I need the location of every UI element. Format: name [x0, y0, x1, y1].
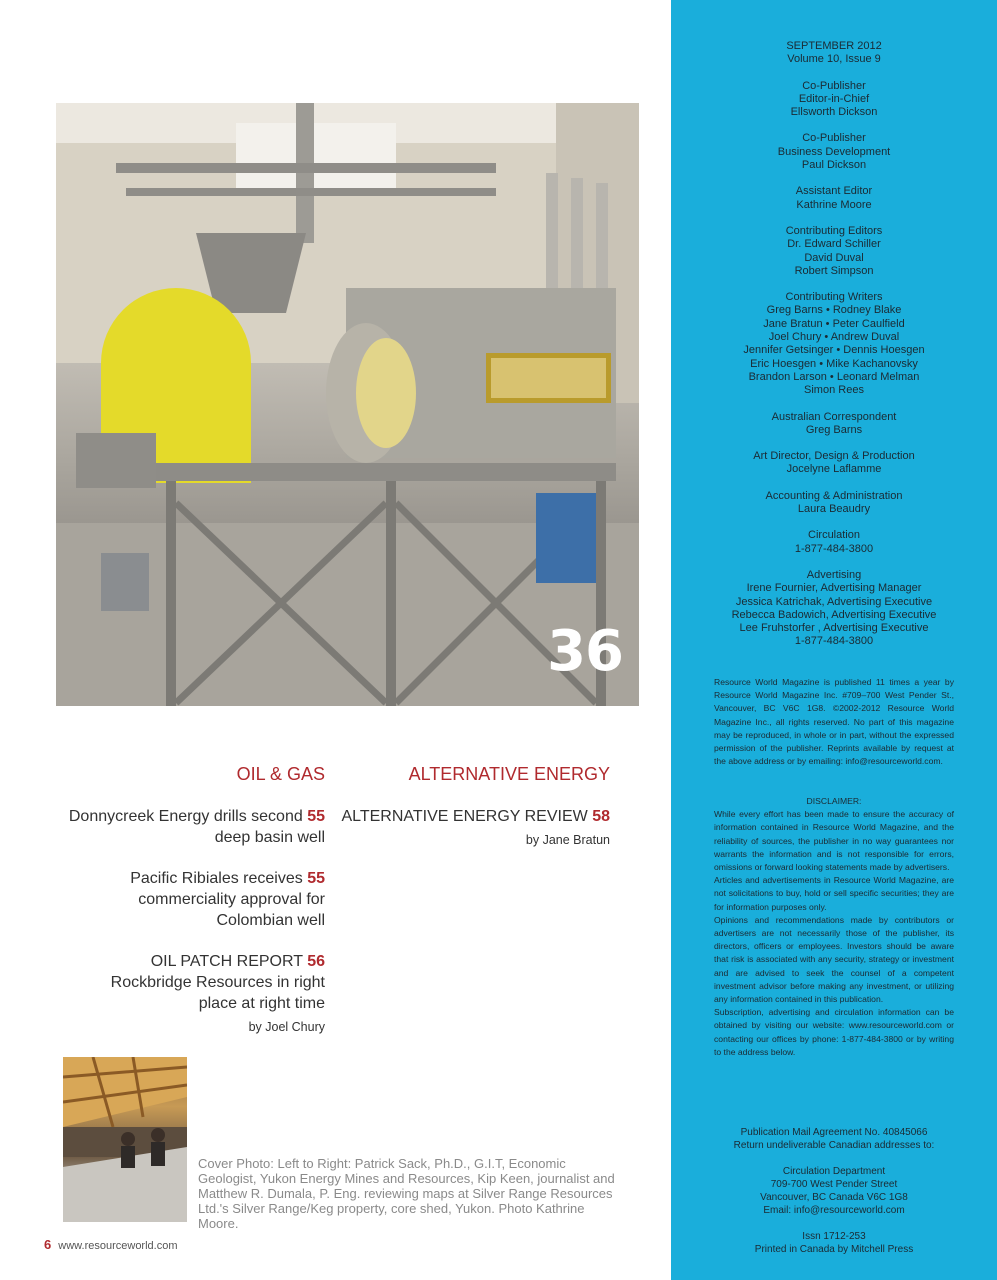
staff-block-art-director — [671, 450, 997, 477]
staff-name: Lee Fruhstorfer , Advertising Executive — [739, 622, 929, 635]
section-title-oil-gas: OIL & GAS — [236, 764, 325, 784]
staff-name: Ellsworth Dickson — [790, 106, 878, 119]
story-page-number[interactable]: 55 — [307, 808, 325, 825]
publication-notice — [714, 676, 954, 768]
staff-role: Circulation — [808, 529, 860, 542]
staff-name: Simon Rees — [804, 384, 864, 397]
story-alt-energy-review[interactable] — [341, 806, 610, 851]
story-page-number[interactable]: 56 — [307, 953, 325, 970]
staff-role: Co-Publisher — [802, 79, 866, 92]
staff-role: Co-Publisher — [802, 132, 866, 145]
staff-name: David Duval — [804, 251, 864, 264]
issue-volume: Volume 10, Issue 9 — [787, 53, 881, 66]
story-kicker: ALTERNATIVE ENERGY REVIEW — [341, 808, 588, 825]
staff-block-accounting — [671, 490, 997, 517]
staff-name: Greg Barns — [805, 423, 863, 436]
feature-photo-machinery — [56, 103, 639, 706]
staff-block-contributing-editors — [671, 225, 997, 278]
issue-date: SEPTEMBER 2012 — [786, 40, 882, 52]
story-headline: Rockbridge Resources in right — [110, 974, 325, 991]
story-page-number[interactable]: 58 — [592, 808, 610, 825]
staff-role: Australian Correspondent — [771, 410, 897, 423]
disclaimer-paragraph: Opinions and recommendations made by contributors or advertisers are not necessarily those of the publisher, its directors, officers or employees. Investors should be aware that risk is associated with any security, strategy or investment and are advised to seek the counsel of a competent investment advisor before making any investment, or utilizing any information contained in this publication. — [714, 914, 954, 1005]
story-headline-cont: commerciality approval for — [138, 891, 325, 908]
story-byline: by Joel Chury — [248, 1020, 325, 1034]
story-headline-cont: place at right time — [198, 995, 325, 1012]
phone-number: 1-877-484-3800 — [794, 542, 874, 555]
publication-note-text: Resource World Magazine is published 11 times a year by Resource World Magazine Inc. #709–700 West Pender St., Vancouver, BC V6C 1G8. ©2002-2012 Resource World Magazine Inc., all rights reserved. No part of this magazine may be reproduced, in whole or in part, without the expressed permission of the publisher. Reprints available by request at the above address or by emailing: info@resourceworld.com. — [714, 677, 954, 767]
core-shed-illustration — [63, 1057, 187, 1222]
mail-agreement-number: Publication Mail Agreement No. 40845066 — [740, 1127, 928, 1138]
staff-role: Assistant Editor — [795, 185, 873, 198]
staff-name: Paul Dickson — [801, 159, 867, 172]
staff-role: Contributing Editors — [785, 224, 883, 237]
story-headline: Pacific Ribiales receives — [130, 870, 303, 887]
staff-name: Laura Beaudry — [797, 503, 871, 516]
mail-agreement — [671, 1126, 997, 1152]
printer-note: Printed in Canada by Mitchell Press — [754, 1244, 914, 1255]
story-donnycreek[interactable] — [69, 806, 325, 848]
staff-role: Editor-in-Chief — [798, 92, 870, 105]
mail-return-note: Return undeliverable Canadian addresses to: — [733, 1140, 935, 1151]
footer-website-link[interactable]: www.resourceworld.com — [58, 1240, 178, 1252]
disclaimer-paragraph: While every effort has been made to ensure the accuracy of information contained in Resource World Magazine, and the reliability of sources, the publisher in no way guarantees nor warrants the information and is not responsible for errors, omissions or forward looking statements made by advertisers. — [714, 809, 954, 873]
story-oil-patch-report[interactable] — [111, 951, 325, 1038]
staff-block-australian-correspondent — [671, 411, 997, 438]
staff-name: Robert Simpson — [794, 264, 874, 277]
staff-name: Dr. Edward Schiller — [787, 238, 881, 251]
staff-name: Jane Bratun • Peter Caulfield — [763, 317, 905, 330]
staff-role: Advertising — [806, 568, 862, 581]
staff-block-advertising — [671, 569, 997, 649]
disclaimer-paragraph: Subscription, advertising and circulation information can be obtained by visiting our website: www.resourceworld.com or contacting our offices by phone: 1-877-484-3800 or by writing to the address below. — [714, 1007, 954, 1057]
issn-number: Issn 1712-253 — [802, 1231, 866, 1242]
masthead-panel — [671, 0, 997, 1280]
machinery-illustration — [56, 103, 639, 706]
story-headline: Donnycreek Energy drills second — [68, 808, 303, 825]
staff-role: Business Development — [777, 145, 891, 158]
address-line: Circulation Department — [782, 1166, 886, 1177]
story-byline: by Jane Bratun — [525, 833, 610, 847]
staff-block-copublisher-business — [671, 132, 997, 172]
staff-name: Eric Hoesgen • Mike Kachanovsky — [750, 357, 918, 370]
circulation-address — [671, 1165, 997, 1217]
phone-number: 1-877-484-3800 — [794, 635, 874, 648]
story-kicker: OIL PATCH REPORT — [150, 953, 303, 970]
cover-photo-thumbnail — [63, 1057, 187, 1222]
staff-name: Irene Fournier, Advertising Manager — [746, 582, 922, 595]
masthead-staff-list — [671, 40, 997, 662]
story-headline-cont: deep basin well — [214, 829, 325, 846]
staff-name: Jennifer Getsinger • Dennis Hoesgen — [743, 344, 925, 357]
page-footer — [44, 1237, 178, 1252]
story-headline-cont: Colombian well — [216, 912, 325, 929]
staff-block-circulation — [671, 529, 997, 556]
cover-photo-caption: Cover Photo: Left to Right: Patrick Sack, Ph.D., G.I.T, Economic Geologist, Yukon Energy Mines and Resources, Kip Keen, journalist and Matthew R. Dumala, P. Eng. reviewing maps at Silver Range Resources Ltd.'s Silver Range/Keg property, core shed, Yukon. Photo Kathrine Moore. — [198, 1156, 615, 1231]
staff-name: Brandon Larson • Leonard Melman — [748, 370, 920, 383]
feature-page-number[interactable]: 36 — [547, 619, 623, 684]
staff-block-copublisher-editor — [671, 80, 997, 120]
staff-name: Rebecca Badowich, Advertising Executive — [731, 608, 937, 621]
staff-block-assistant-editor — [671, 185, 997, 212]
staff-name: Jessica Katrichak, Advertising Executive — [735, 595, 933, 608]
disclaimer-paragraph: Articles and advertisements in Resource World Magazine, are not solicitations to buy, hold or sell specific securities; they are for information purposes only. — [714, 875, 954, 912]
staff-role: Art Director, Design & Production — [753, 450, 915, 463]
staff-name: Joel Chury • Andrew Duval — [768, 331, 900, 344]
staff-name: Jocelyne Laflamme — [786, 463, 882, 476]
story-pacific-ribiales[interactable] — [130, 868, 325, 931]
contact-email[interactable]: Email: info@resourceworld.com — [763, 1205, 905, 1216]
mailing-info — [671, 1126, 997, 1269]
issn-info — [671, 1230, 997, 1256]
staff-role: Contributing Writers — [785, 291, 883, 304]
address-line: 709-700 West Pender Street — [770, 1179, 898, 1190]
staff-name: Kathrine Moore — [796, 198, 872, 211]
story-page-number[interactable]: 55 — [307, 870, 325, 887]
disclaimer-title: DISCLAIMER: — [806, 796, 862, 806]
section-title-alternative-energy: ALTERNATIVE ENERGY — [408, 764, 610, 784]
staff-role: Accounting & Administration — [765, 489, 903, 502]
address-line: Vancouver, BC Canada V6C 1G8 — [760, 1192, 908, 1203]
footer-page-number: 6 — [44, 1237, 52, 1252]
staff-name: Greg Barns • Rodney Blake — [766, 304, 902, 317]
issue-info — [671, 40, 997, 67]
disclaimer — [714, 795, 954, 1059]
staff-block-contributing-writers — [671, 291, 997, 397]
